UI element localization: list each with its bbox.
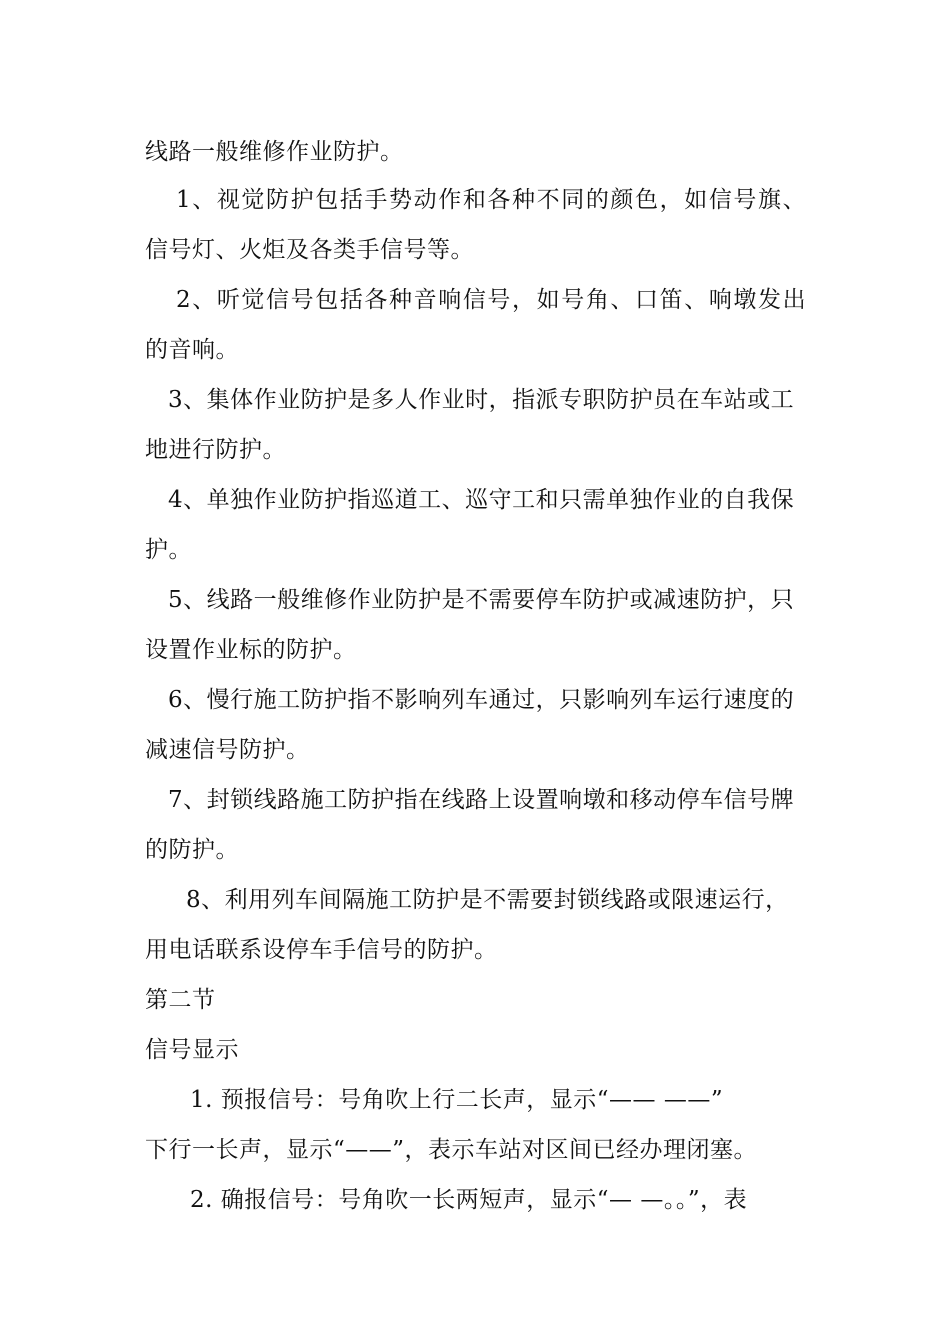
text-line-14: 7、封锁线路施工防护指在线路上设置响墩和移动停车信号牌 [168,787,795,813]
text-line-13: 减速信号防护。 [145,737,310,763]
text-line-2: 1、视觉防护包括手势动作和各种不同的颜色，如信号旗、 [176,187,808,213]
text-line-21: 下行一长声，显示“——”，表示车站对区间已经办理闭塞。 [145,1137,758,1163]
text-line-7: 地进行防护。 [145,437,286,463]
section-title: 信号显示 [145,1037,239,1063]
text-line-11: 设置作业标的防护。 [145,637,357,663]
text-line-20: 1. 预报信号：号角吹上行二长声，显示“—— ——” [190,1087,724,1113]
text-line-3: 信号灯、火炬及各类手信号等。 [145,237,474,263]
text-line-10: 5、线路一般维修作业防护是不需要停车防护或减速防护，只 [168,587,795,613]
section-heading: 第二节 [145,987,216,1013]
text-line-12: 6、慢行施工防护指不影响列车通过，只影响列车运行速度的 [168,687,795,713]
text-line-8: 4、单独作业防护指巡道工、巡守工和只需单独作业的自我保 [168,487,795,513]
text-line-22: 2. 确报信号：号角吹一长两短声，显示“— —。。”，表 [190,1187,748,1213]
text-line-4: 2、听觉信号包括各种音响信号，如号角、口笛、响墩发出 [176,287,808,313]
text-line-5: 的音响。 [145,337,239,363]
text-line-16: 8、利用列车间隔施工防护是不需要封锁线路或限速运行， [186,887,789,913]
text-line-6: 3、集体作业防护是多人作业时，指派专职防护员在车站或工 [168,387,795,413]
text-line-1: 线路一般维修作业防护。 [145,139,404,165]
text-line-17: 用电话联系设停车手信号的防护。 [145,937,498,963]
text-line-15: 的防护。 [145,837,239,863]
text-line-9: 护。 [145,537,192,563]
